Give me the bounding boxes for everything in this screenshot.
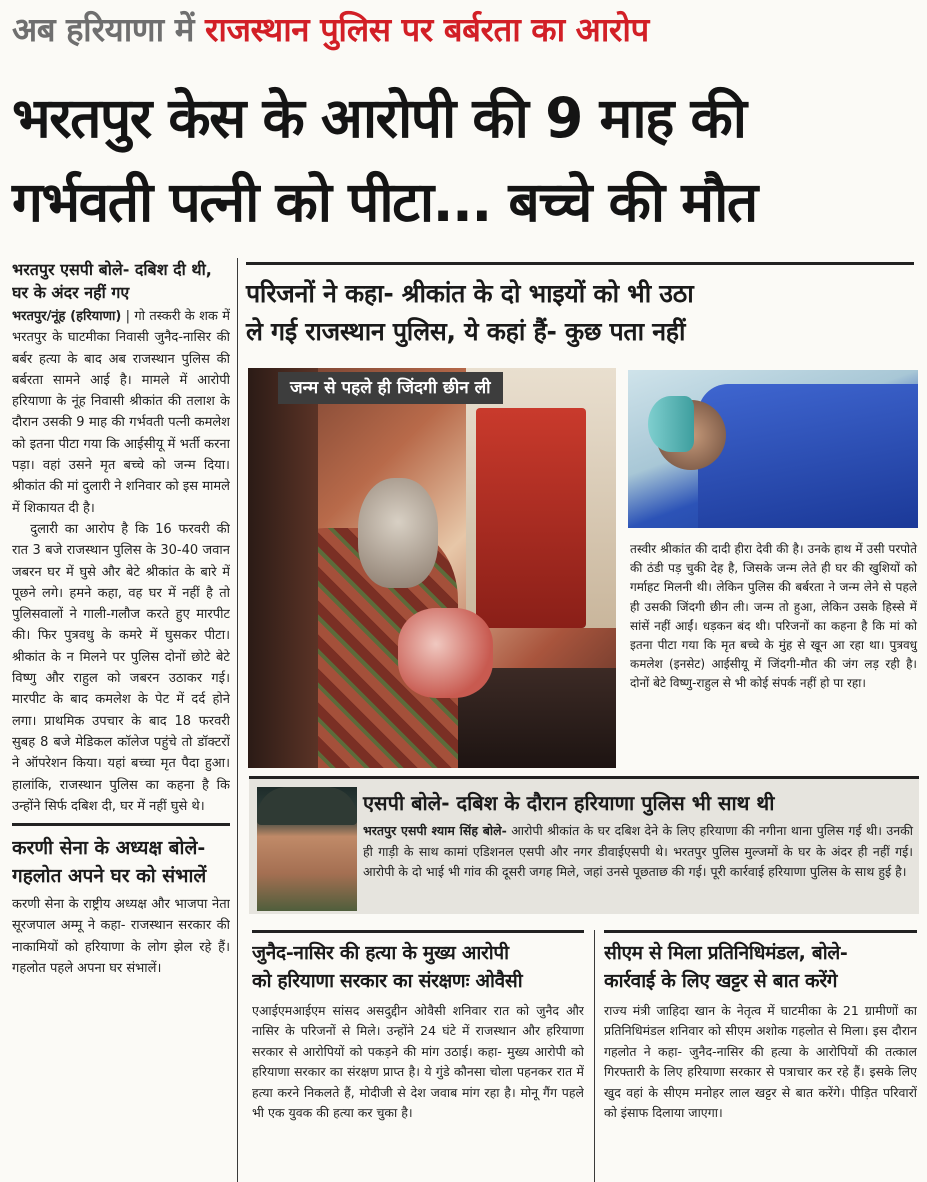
headline-line-2: गर्भवती पत्नी को पीटा... बच्चे की मौत [12,170,757,234]
left-paragraph-1: भरतपुर/नूंह (हरियाणा) | गो तस्करी के शक में भरतपुर के घाटमीका निवासी जुनैद-नासिर की बर्बर हत्या के बाद अब राजस्थान पुलिस की बर्बरता सामने आई है। मामले में आरोपी हरियाणा के नूंह निवासी श्रीकांत की तलाश के दौरान उसकी 9 माह की गर्भवती पत्नी कमलेश को इतना पीटा गया कि आईसीयू में भर्ती करना पड़ा। वहां उसने मृत बच्चे को जन्म दिया। श्रीकांत की मां दुलारी ने शनिवार को इस मामले में शिकायत दी है। [12,309,230,516]
owaisi-head [252,930,584,995]
deck-line-2: ले गई राजस्थान पुलिस, ये कहां हैं- कुछ पता नहीं [246,317,686,346]
headline-line-1: भरतपुर केस के आरोपी की 9 माह की [12,86,746,150]
column-divider-bottom [594,930,595,1182]
main-photo [248,368,616,768]
karni-sena-head: करणी सेना के अध्यक्ष बोले- गहलोत अपने घर को संभालें [12,823,230,890]
sp-head: एसपी बोले- दबिश के दौरान हरियाणा पुलिस भी साथ थी [363,791,775,815]
column-divider-left [237,258,238,1182]
left-subhead: भरतपुर एसपी बोले- दबिश दी थी, घर के अंदर नहीं गए [12,260,212,302]
photo-caption: तस्वीर श्रीकांत की दादी हीरा देवी की है। उनके हाथ में उसी परपोते की ठंडी पड़ चुकी देह है, जिसके जन्म लेते ही घर की खुशियों को गर्माहट मिलनी थी। लेकिन पुलिस की बर्बरता ने जन्म लेने से पहले ही उसकी जिंदगी छीन ली। जन्म तो हुआ, लेकिन उसके हिस्से में सांसें नहीं आईं। धड़कन बंद थी। परिजनों का कहना है कि मां को इतना पीटा गया कि मृत बच्चे के मुंह से खून आ रहा था। पुत्रवधु कमलेश (इनसेट) आईसीयू में जिंदगी-मौत की जंग लड़ रही है। दोनों बेटे विष्णु-राहुल से भी कोई संपर्क नहीं हो पा रहा। [630,542,917,691]
sp-statement-box [249,776,919,914]
owaisi-body: एआईएमआईएम सांसद असदुद्दीन ओवैसी शनिवार रात को जुनैद और नासिर के परिजनों से मिले। उन्होंने 24 घंटे में राजस्थान और हरियाणा सरकार से आरोपियों को पकड़ने की मांग उठाई। कहा- मुख्य आरोपी को हरियाणा सरकार का संरक्षण प्राप्त है। ये गुंडे कौनसा चोला पहनकर रात में हत्या करने निकलते हैं, मोदीजी से देश जवाब मांग रहा है। मोनू गैंग पहले भी एक युवक की हत्या कर चुका है। [252,1003,584,1121]
deck [246,262,914,358]
left-column [12,258,230,1182]
sp-body-text: आरोपी श्रीकांत के घर दबिश देने के लिए हरियाणा की नगीना थाना पुलिस गई थी। उनकी ही गाड़ी के साथ कामां एडिशनल एसपी और नगर डीवाईएसपी थे। भरतपुर पुलिस मुल्जमों के घर के अंदर ही नहीं गई। आरोपी के दो भाई भी गांव की दूसरी जगह मिले, जहां उनसे पूछताछ की गई। पूरी कार्रवाई हरियाणा पुलिस के साथ हुई है। [363,823,913,879]
kicker [12,6,917,58]
owaisi-head-line-2: को हरियाणा सरकार का संरक्षणः ओवैसी [252,970,523,992]
sp-dateline: भरतपुर एसपी श्याम सिंह बोले- [363,823,507,838]
deck-line-1: परिजनों ने कहा- श्रीकांत के दो भाइयों को भी उठा [246,279,694,308]
photo-label: जन्म से पहले ही जिंदगी छीन ली [278,372,503,404]
cm-head [604,930,917,995]
inset-photo [628,370,918,528]
left-paragraph-1-text: गो तस्करी के शक में भरतपुर के घाटमीका निवासी जुनैद-नासिर की बर्बर हत्या के बाद अब राजस्थान पुलिस की बर्बरता सामने आई है। मामले में आरोपी हरियाणा के नूंह निवासी श्रीकांत की तलाश के दौरान उसकी 9 माह की गर्भवती पत्नी कमलेश को इतना पीटा गया कि आईसीयू में भर्ती करना पड़ा। वहां उसने मृत बच्चे को जन्म दिया। श्रीकांत की मां दुलारी ने शनिवार को इस मामले में शिकायत दी है। [12,309,230,516]
dateline: भरतपुर/नूंह (हरियाणा) [12,309,122,324]
cm-head-line-1: सीएम से मिला प्रतिनिधिमंडल, बोले- [604,942,848,964]
kicker-red: राजस्थान पुलिस पर बर्बरता का आरोप [204,10,649,49]
cm-head-line-2: कार्रवाई के लिए खट्टर से बात करेंगे [604,970,838,992]
cm-delegation-story [604,930,917,1182]
owaisi-story [252,930,584,1182]
kicker-grey: अब हरियाणा में [12,10,194,49]
left-paragraph-2: दुलारी का आरोप है कि 16 फरवरी की रात 3 बजे राजस्थान पुलिस के 30-40 जवान जबरन घर में घुसे और बेटे श्रीकांत के बारे में पूछने लगे। हमने कहा, वह घर में नहीं है तो पुलिसवालों ने गाली-गलौज करते हुए मारपीट की। फिर पुत्रवधु के कमरे में घुसकर पीटा। श्रीकांत के न मिलने पर पुलिस दोनों छोटे बेटे विष्णु और राहुल को जबरन उठाकर गई। मारपीट के बाद कमलेश के पेट में दर्द होने लगा। प्राथमिक उपचार के बाद 18 फरवरी सुबह 8 बजे मेडिकल कॉलेज पहुंचे तो डॉक्टरों ने ऑपरेशन किया। यहां बच्चा मृत पैदा हुआ। हालांकि, राजस्थान पुलिस का कहना है कि उन्होंने सिर्फ दबिश दी, घर में नहीं घुसे थे। [12,521,230,814]
owaisi-head-line-1: जुनैद-नासिर की हत्या के मुख्य आरोपी [252,942,509,964]
karni-sena-body: करणी सेना के राष्ट्रीय अध्यक्ष और भाजपा नेता सूरजपाल अम्मू ने कहा- राजस्थान सरकार की नाकामियों को हरियाणा के लोग झेल रहे हैं। गहलोत पहले अपना घर संभालें। [12,897,230,977]
sp-body [363,821,913,883]
sp-photo [257,787,357,911]
cm-body: राज्य मंत्री जाहिदा खान के नेतृत्व में घाटमीका के 21 ग्रामीणों का प्रतिनिधिमंडल शनिवार को सीएम अशोक गहलोत से मिला। इस दौरान गहलोत ने कहा- जुनैद-नासिर की हत्या के आरोपियों की तत्काल गिरफ्तारी के लिए हरियाणा सरकार से पत्राचार कर रहे हैं। इसके लिए खुद वहां के सीएम मनोहर लाल खट्टर से बात करेंगे। पीड़ित परिवारों को इंसाफ दिलाया जाएगा। [604,1003,917,1121]
